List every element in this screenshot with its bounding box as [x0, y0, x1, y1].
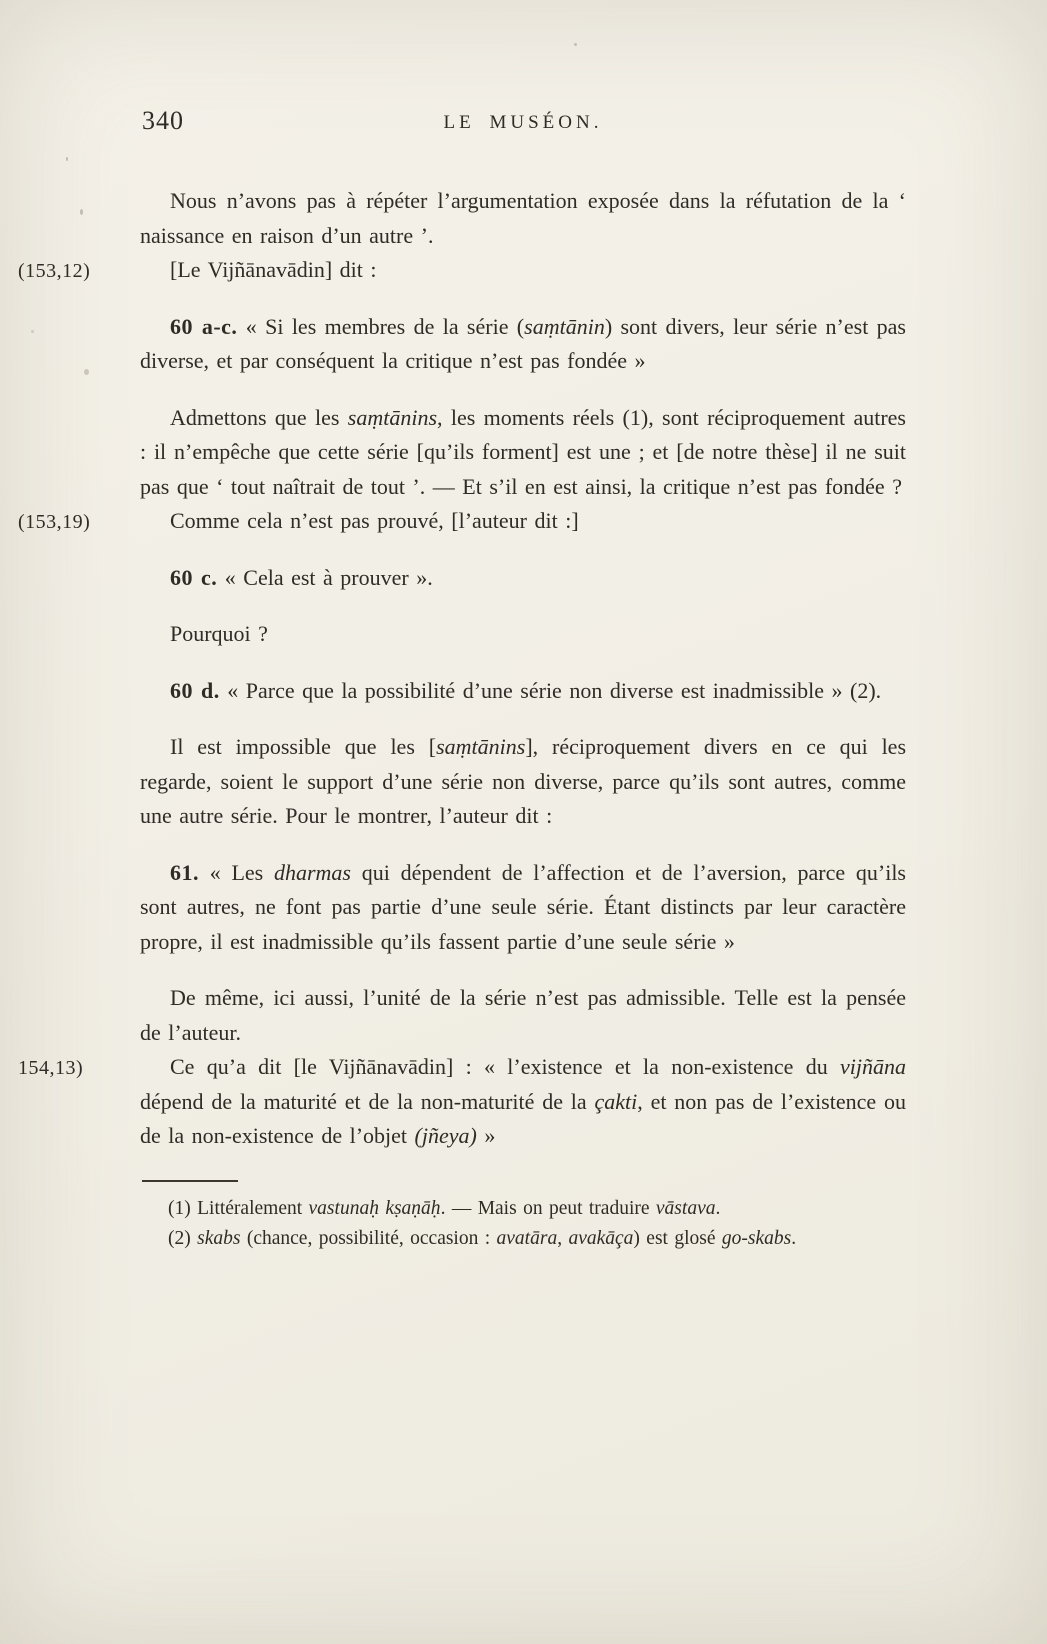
- italic-term: vāstava: [655, 1197, 716, 1219]
- footnotes-block: [140, 1180, 906, 1255]
- italic-term: saṃtānins: [436, 734, 526, 759]
- text-segment: « Parce que la possibilité d’une série non diverse est inadmissible » (2).: [219, 677, 882, 703]
- scan-speck: [66, 157, 68, 161]
- text-segment: qui dépendent de l’affection et de l’aversion, parce qu’ils sont autres, ne font pas partie d’une seule série. Étant distincts par leur caractère propre, il est inadmissible qu’ils fassent partie d’une seule série »: [140, 859, 906, 954]
- page-header: [140, 106, 906, 140]
- margin-reference: (153,19): [18, 511, 91, 533]
- text-segment: ], réciproquement divers en ce qui les regarde, soient le support d’une série non diverse, parce qu’ils sont autres, comme une autre série. Pour le montrer, l’auteur dit :: [140, 734, 907, 828]
- text-segment: ,: [557, 1228, 569, 1249]
- text-segment: ) sont divers, leur série n’est pas diverse, et par conséquent la critique n’est pas fondée »: [140, 313, 906, 373]
- verse-60d: [140, 674, 906, 709]
- text-segment: Pourquoi ?: [170, 621, 268, 646]
- text-segment: « Cela est à prouver ».: [217, 564, 433, 590]
- footnotes: [140, 1194, 906, 1255]
- text-segment: « Les: [199, 859, 274, 885]
- verse-number: 60 d.: [170, 677, 220, 703]
- verse-number: 60 a-c.: [170, 313, 238, 339]
- paragraph-pourquoi: [140, 617, 906, 652]
- paragraph-intro: [140, 184, 906, 253]
- text-segment: Nous n’avons pas à répéter l’argumentation exposée dans la réfutation de la ‘ naissance en raison d’un autre ’.: [140, 188, 906, 248]
- text-segment: [Le Vijñānavādin] dit :: [170, 257, 377, 282]
- verse-61: [140, 856, 906, 960]
- italic-term: saṃtānins: [347, 404, 438, 430]
- paragraph-impossible: [140, 730, 906, 834]
- margin-reference: 154,13): [18, 1057, 84, 1079]
- text-segment: Comme cela n’est pas prouvé, [l’auteur dit :]: [170, 508, 579, 533]
- text-column: [18, 184, 907, 1255]
- paragraph-comme-cela: [18, 504, 906, 539]
- text-segment: (chance, possibilité, occasion :: [240, 1228, 497, 1249]
- text-segment: .: [715, 1197, 721, 1219]
- text-segment: , les moments réels (1), sont réciproquement autres : il n’empêche que cette série [qu’ils forment] est une ; et [de notre thèse] il ne suit pas que ‘ tout naîtrait de tout ’. — Et s’il en est ainsi, la critique n’est pas fondée ?: [140, 404, 906, 499]
- text-segment: (2): [168, 1228, 198, 1249]
- italic-term: vijñāna: [840, 1054, 906, 1079]
- italic-term: dharmas: [273, 859, 351, 885]
- text-segment: . — Mais on peut traduire: [440, 1197, 656, 1219]
- paragraph-admettons: [140, 401, 906, 505]
- scan-speck: [574, 43, 577, 46]
- scan-speck: [80, 209, 83, 215]
- verse-60ac: [140, 310, 906, 379]
- italic-term: avakāça: [568, 1228, 634, 1249]
- body-paragraphs: [18, 184, 907, 1154]
- scan-speck: [31, 330, 34, 333]
- text-segment: « Si les membres de la série (: [237, 313, 525, 339]
- footnote-1: [140, 1194, 906, 1225]
- running-title: LE MUSÉON.: [443, 112, 603, 133]
- text-segment: Admettons que les: [170, 404, 348, 430]
- footnote-rule: [142, 1180, 238, 1182]
- text-segment: ) est glosé: [633, 1228, 722, 1249]
- verse-number: 61.: [170, 859, 199, 885]
- text-segment: De même, ici aussi, l’unité de la série n’est pas admissible. Telle est la pensée de l’auteur.: [140, 985, 906, 1045]
- paragraph-speaker: [18, 253, 906, 288]
- text-segment: Il est impossible que les [: [170, 734, 437, 759]
- italic-term: (jñeya): [414, 1123, 477, 1148]
- italic-term: avatāra: [496, 1228, 558, 1249]
- verse-60c: [140, 561, 906, 596]
- margin-reference: (153,12): [18, 260, 91, 282]
- text-segment: .: [791, 1228, 797, 1249]
- page-number: 340: [142, 106, 184, 135]
- text-segment: (1) Littéralement: [168, 1197, 309, 1219]
- text-segment: »: [476, 1123, 496, 1148]
- verse-number: 60 c.: [170, 564, 218, 590]
- italic-term: çakti: [594, 1088, 638, 1114]
- italic-term: go-skabs: [721, 1228, 792, 1249]
- italic-term: saṃtānin: [524, 313, 605, 339]
- italic-term: skabs: [197, 1228, 241, 1249]
- scan-speck: [84, 369, 89, 375]
- paragraph-de-meme: [140, 981, 906, 1050]
- text-segment: , et non pas de l’existence ou de la non-existence de l’objet: [140, 1088, 906, 1148]
- footnote-2: [140, 1224, 906, 1255]
- italic-term: vastunaḥ kṣaṇāḥ: [308, 1197, 441, 1219]
- text-segment: Ce qu’a dit [le Vijñānavādin] : « l’existence et la non-existence du: [170, 1054, 840, 1079]
- paragraph-ce-qua-dit: [18, 1050, 906, 1154]
- text-segment: dépend de la maturité et de la non-maturité de la: [140, 1088, 595, 1114]
